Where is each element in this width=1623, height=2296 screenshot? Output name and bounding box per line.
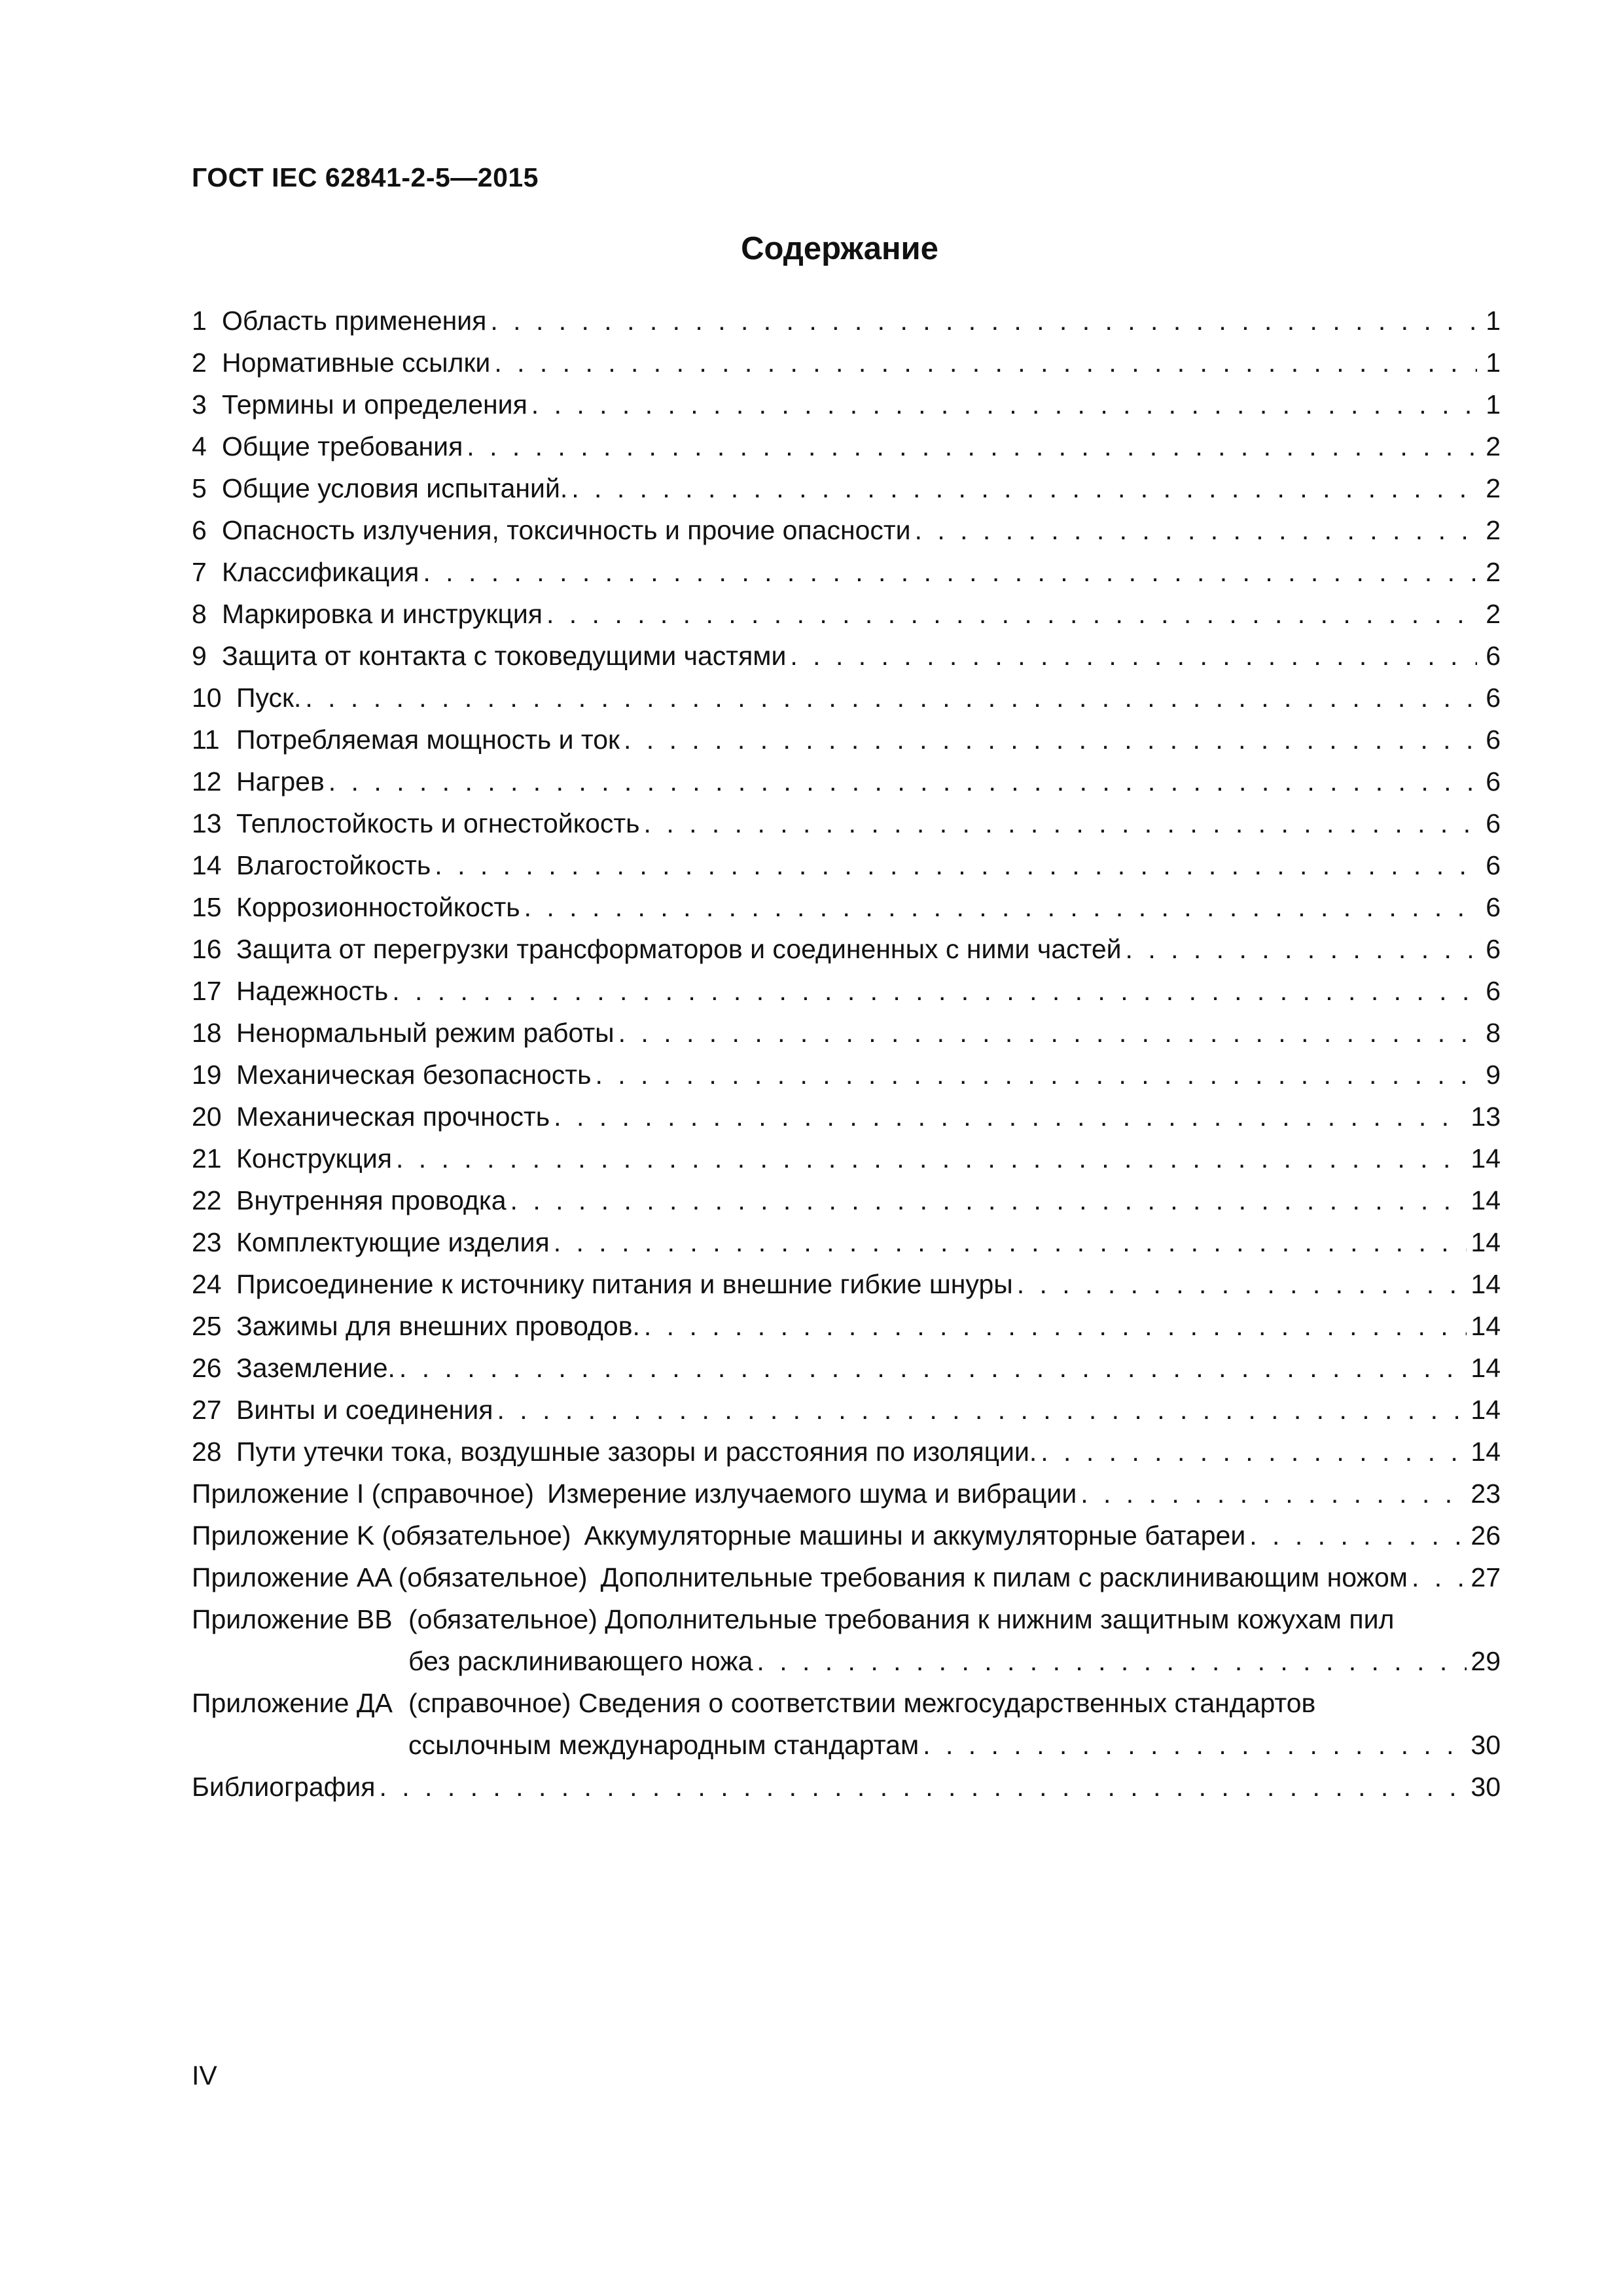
toc-leader-dots	[490, 300, 1477, 342]
toc-entry[interactable]	[192, 551, 1501, 593]
toc-leader-dots	[595, 1054, 1477, 1096]
toc-entry-label: Зажимы для внешних проводов.	[236, 1311, 640, 1341]
toc-page-number: 2	[1486, 599, 1501, 629]
appendix-da-prefix: Приложение ДА	[192, 1688, 393, 1718]
toc-entry-number: 9	[192, 641, 207, 671]
toc-leader-dots	[494, 342, 1477, 384]
toc-entry-number: 8	[192, 599, 207, 629]
appendix-bb-line1: (обязательное) Дополнительные требования к нижним защитным кожухам пил	[408, 1604, 1395, 1634]
bibliography-label: Библиография	[192, 1772, 376, 1802]
toc-entry-number: 4	[192, 431, 207, 461]
toc-leader-dots	[497, 1389, 1467, 1431]
toc-page-number: 8	[1486, 1018, 1501, 1048]
appendix-da-line1: (справочное) Сведения о соответствии межгосударственных стандартов	[408, 1688, 1316, 1718]
toc-page-number: 14	[1471, 1269, 1501, 1299]
toc-leader-dots	[1126, 928, 1477, 970]
appendix-label: Дополнительные требования к пилам с расклинивающим ножом	[600, 1562, 1408, 1592]
toc-entry[interactable]	[192, 593, 1501, 635]
table-of-contents	[192, 300, 1501, 1808]
toc-page-number: 14	[1471, 1395, 1501, 1425]
toc-entry-number: 3	[192, 389, 207, 420]
toc-entry[interactable]	[192, 970, 1501, 1012]
toc-leader-dots	[510, 1179, 1467, 1221]
toc-entry-number: 23	[192, 1227, 222, 1257]
toc-page-number: 30	[1471, 1772, 1501, 1802]
toc-page-number: 14	[1471, 1227, 1501, 1257]
toc-entry-number: 6	[192, 515, 207, 545]
toc-entry[interactable]	[192, 802, 1501, 844]
toc-leader-dots	[1041, 1431, 1467, 1473]
toc-entry-number: 13	[192, 808, 222, 838]
toc-leader-dots	[1249, 1515, 1467, 1556]
toc-entry[interactable]	[192, 1263, 1501, 1305]
toc-page-number: 6	[1486, 934, 1501, 964]
toc-entry-label: Защита от перегрузки трансформаторов и соединенных с ними частей	[236, 934, 1122, 964]
toc-entry-number: 17	[192, 976, 222, 1006]
appendix-bb-prefix: Приложение BB	[192, 1604, 393, 1634]
toc-entry-label: Маркировка и инструкция	[222, 599, 543, 629]
toc-entry[interactable]	[192, 761, 1501, 802]
toc-entry-number: 19	[192, 1060, 222, 1090]
toc-leader-dots	[1080, 1473, 1467, 1515]
toc-entry-number: 5	[192, 473, 207, 503]
toc-entry-number: 26	[192, 1353, 222, 1383]
toc-entry-label: Винты и соединения	[236, 1395, 493, 1425]
toc-page-number: 14	[1471, 1353, 1501, 1383]
standard-code: ГОСТ IEC 62841-2-5—2015	[192, 162, 539, 192]
toc-entry[interactable]	[192, 1221, 1501, 1263]
toc-title: Содержание	[741, 231, 938, 266]
toc-leader-dots	[624, 719, 1477, 761]
toc-entry-label: Влагостойкость	[236, 850, 431, 880]
toc-entry-label: Нагрев	[236, 766, 325, 797]
toc-page-number: 14	[1471, 1143, 1501, 1174]
toc-entry[interactable]	[192, 635, 1501, 677]
toc-entry-number: 2	[192, 348, 207, 378]
toc-page-number: 14	[1471, 1437, 1501, 1467]
toc-page-number: 13	[1471, 1102, 1501, 1132]
toc-page-number: 9	[1486, 1060, 1501, 1090]
toc-leader-dots	[392, 970, 1477, 1012]
toc-entry-number: 22	[192, 1185, 222, 1215]
toc-entry[interactable]	[192, 467, 1501, 509]
toc-entry[interactable]	[192, 886, 1501, 928]
toc-entry-label: Классификация	[222, 557, 419, 587]
toc-entry-label: Надежность	[236, 976, 389, 1006]
toc-page-number: 14	[1471, 1311, 1501, 1341]
toc-leader-dots	[554, 1221, 1467, 1263]
toc-entry[interactable]	[192, 677, 1501, 719]
toc-page-number: 1	[1486, 348, 1501, 378]
toc-entry[interactable]	[192, 844, 1501, 886]
toc-entry-label: Коррозионностойкость	[236, 892, 520, 922]
toc-entry[interactable]	[192, 425, 1501, 467]
toc-leader-dots	[467, 425, 1477, 467]
toc-entry-number: 11	[192, 725, 220, 755]
toc-page-number: 2	[1486, 557, 1501, 587]
toc-leader-dots	[379, 1766, 1467, 1808]
toc-page-number: 6	[1486, 725, 1501, 755]
toc-entry-label: Потребляемая мощность и ток	[236, 725, 620, 755]
toc-bibliography[interactable]	[192, 1766, 1501, 1808]
toc-entry-number: 1	[192, 306, 207, 336]
toc-entry-label: Механическая прочность	[236, 1102, 550, 1132]
toc-entry-number: 24	[192, 1269, 222, 1299]
toc-page-number: 6	[1486, 641, 1501, 671]
toc-page-number: 6	[1486, 808, 1501, 838]
toc-page-number: 6	[1486, 766, 1501, 797]
toc-page-number: 6	[1486, 683, 1501, 713]
toc-entry-number: 20	[192, 1102, 222, 1132]
toc-appendix-da[interactable]	[192, 1682, 1501, 1766]
toc-page-number: 2	[1486, 473, 1501, 503]
toc-leader-dots	[329, 761, 1477, 802]
toc-entry[interactable]	[192, 719, 1501, 761]
toc-page-number: 2	[1486, 431, 1501, 461]
toc-entry-label: Общие условия испытаний.	[222, 473, 568, 503]
toc-entry[interactable]	[192, 342, 1501, 384]
toc-entry[interactable]	[192, 1179, 1501, 1221]
toc-leader-dots	[644, 1305, 1467, 1347]
toc-page-number: 1	[1486, 389, 1501, 420]
toc-page-number: 2	[1486, 515, 1501, 545]
toc-leader-dots	[399, 1347, 1467, 1389]
toc-entry-label: Пуск.	[236, 683, 302, 713]
toc-appendix[interactable]	[192, 1515, 1501, 1556]
toc-entry-number: 10	[192, 683, 222, 713]
toc-entry-number: 21	[192, 1143, 222, 1174]
toc-leader-dots	[757, 1640, 1467, 1682]
toc-entry[interactable]	[192, 1138, 1501, 1179]
toc-entry-label: Внутренняя проводка	[236, 1185, 507, 1215]
toc-entry-label: Пути утечки тока, воздушные зазоры и расстояния по изоляции.	[236, 1437, 1037, 1467]
toc-entry-label: Термины и определения	[222, 389, 527, 420]
toc-page-number: 6	[1486, 850, 1501, 880]
toc-entry-label: Опасность излучения, токсичность и прочие опасности	[222, 515, 911, 545]
toc-entry[interactable]	[192, 1305, 1501, 1347]
toc-entry[interactable]	[192, 1431, 1501, 1473]
appendix-bb-line2: без расклинивающего ножа	[408, 1646, 753, 1676]
toc-leader-dots	[1017, 1263, 1467, 1305]
toc-page-number: 26	[1471, 1520, 1501, 1551]
toc-entry-number: 28	[192, 1437, 222, 1467]
toc-entry-number: 12	[192, 766, 222, 797]
toc-entry-label: Механическая безопасность	[236, 1060, 592, 1090]
toc-entry-number: 7	[192, 557, 207, 587]
toc-page-number: 29	[1471, 1646, 1501, 1676]
toc-entry-number: 25	[192, 1311, 222, 1341]
toc-page-number: 30	[1471, 1730, 1501, 1760]
appendix-da-line2: ссылочным международным стандартам	[408, 1730, 919, 1760]
toc-leader-dots	[423, 551, 1477, 593]
toc-leader-dots	[396, 1138, 1467, 1179]
toc-leader-dots	[1412, 1556, 1467, 1598]
toc-leader-dots	[435, 844, 1477, 886]
toc-entry[interactable]	[192, 928, 1501, 970]
appendix-prefix: Приложение K (обязательное)	[192, 1520, 571, 1551]
toc-entry[interactable]	[192, 300, 1501, 342]
page-number-footer: IV	[192, 2060, 217, 2090]
toc-entry-number: 18	[192, 1018, 222, 1048]
toc-entry-number: 27	[192, 1395, 222, 1425]
toc-entry[interactable]	[192, 1096, 1501, 1138]
toc-appendix[interactable]	[192, 1556, 1501, 1598]
toc-entry-label: Комплектующие изделия	[236, 1227, 550, 1257]
toc-appendix-bb[interactable]	[192, 1598, 1501, 1682]
toc-entry[interactable]	[192, 1389, 1501, 1431]
toc-entry-number: 16	[192, 934, 222, 964]
toc-entry-label: Ненормальный режим работы	[236, 1018, 615, 1048]
toc-leader-dots	[554, 1096, 1467, 1138]
toc-page-number: 27	[1471, 1562, 1501, 1592]
toc-leader-dots	[524, 886, 1477, 928]
toc-entry-label: Присоединение к источнику питания и внешние гибкие шнуры	[236, 1269, 1013, 1299]
toc-leader-dots	[790, 635, 1477, 677]
toc-page-number: 6	[1486, 976, 1501, 1006]
toc-entry-label: Защита от контакта с токоведущими частями	[222, 641, 787, 671]
toc-entry-number: 15	[192, 892, 222, 922]
toc-appendix[interactable]	[192, 1473, 1501, 1515]
toc-entry-label: Заземление.	[236, 1353, 395, 1383]
toc-entry[interactable]	[192, 509, 1501, 551]
toc-leader-dots	[915, 509, 1477, 551]
appendix-label: Аккумуляторные машины и аккумуляторные батареи	[584, 1520, 1246, 1551]
appendix-prefix: Приложение AA (обязательное)	[192, 1562, 588, 1592]
toc-entry-label: Область применения	[222, 306, 487, 336]
toc-leader-dots	[644, 802, 1477, 844]
toc-leader-dots	[546, 593, 1477, 635]
toc-page-number: 1	[1486, 306, 1501, 336]
toc-page-number: 6	[1486, 892, 1501, 922]
toc-entry[interactable]	[192, 1347, 1501, 1389]
toc-leader-dots	[923, 1724, 1467, 1766]
toc-leader-dots	[531, 384, 1477, 425]
toc-entry-label: Нормативные ссылки	[222, 348, 491, 378]
toc-leader-dots	[305, 677, 1477, 719]
toc-page-number: 23	[1471, 1479, 1501, 1509]
toc-entry-label: Общие требования	[222, 431, 463, 461]
toc-entry[interactable]	[192, 1054, 1501, 1096]
toc-leader-dots	[571, 467, 1477, 509]
toc-entry[interactable]	[192, 1012, 1501, 1054]
toc-leader-dots	[618, 1012, 1477, 1054]
toc-entry-label: Теплостойкость и огнестойкость	[236, 808, 640, 838]
appendix-label: Измерение излучаемого шума и вибрации	[547, 1479, 1077, 1509]
toc-entry[interactable]	[192, 384, 1501, 425]
toc-entry-label: Конструкция	[236, 1143, 392, 1174]
toc-page-number: 14	[1471, 1185, 1501, 1215]
toc-entry-number: 14	[192, 850, 222, 880]
appendix-prefix: Приложение I (справочное)	[192, 1479, 535, 1509]
